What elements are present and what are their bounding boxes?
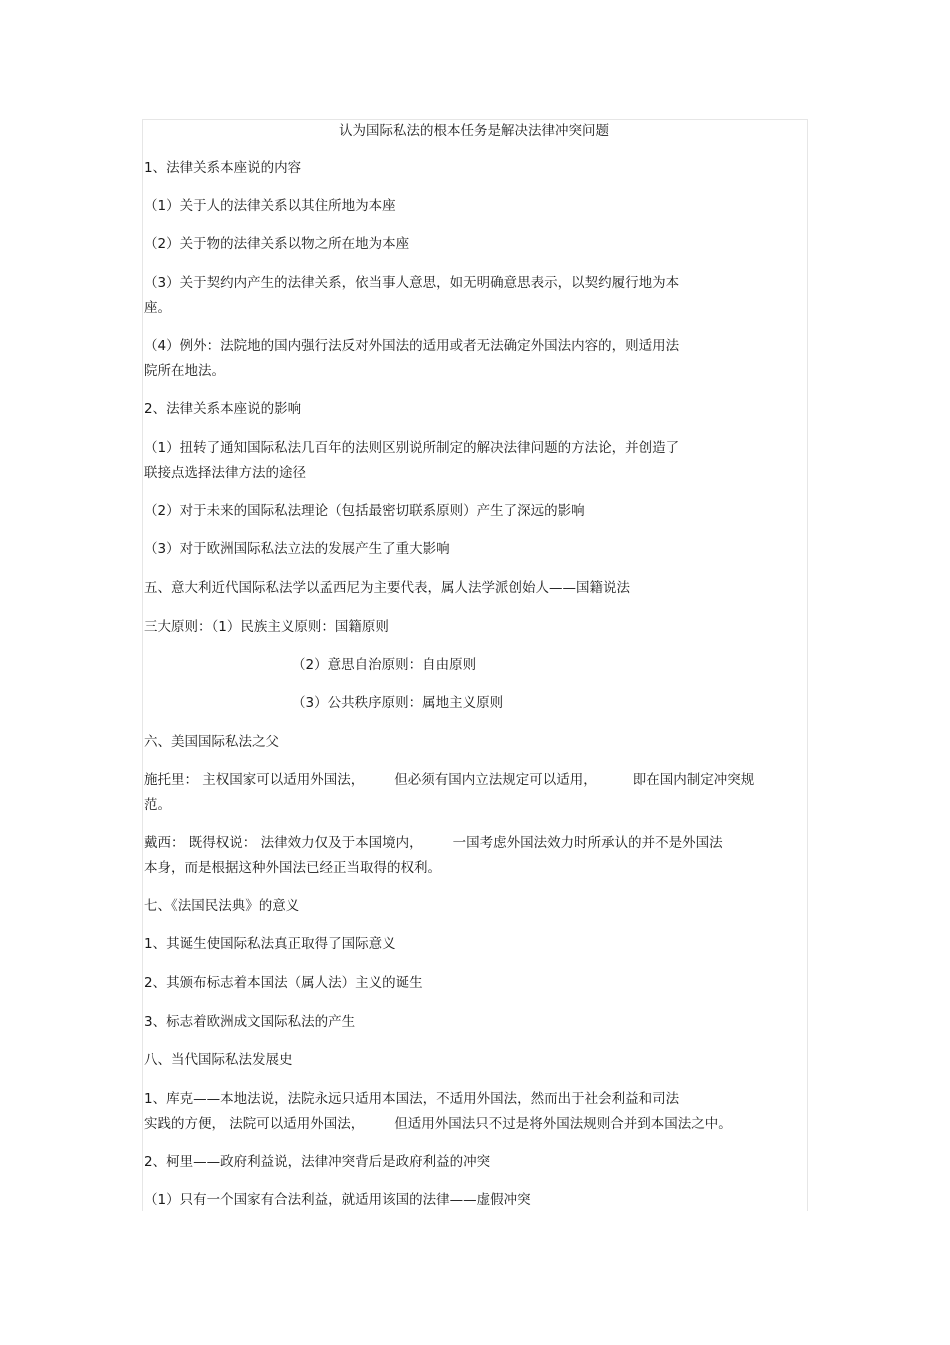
text-line: （3）关于契约内产生的法律关系，依当事人意思，如无明确意思表示，以契约履行地为本 bbox=[144, 275, 680, 291]
text-line: （1）只有一个国家有合法利益，就适用该国的法律——虚假冲突 bbox=[144, 1192, 531, 1208]
text-segment: 施托里： 主权国家可以适用外国法， bbox=[144, 772, 365, 788]
text-segment: 但必须有国内立法规定可以适用， bbox=[394, 772, 597, 788]
text-line: 本身，而是根据这种外国法已经正当取得的权利。 bbox=[144, 860, 441, 876]
text-line bbox=[144, 768, 754, 792]
text-line: 范。 bbox=[144, 797, 171, 813]
text-line: 2、柯里——政府利益说，法律冲突背后是政府利益的冲突 bbox=[144, 1154, 491, 1170]
text-segment: 但适用外国法只不过是将外国法规则合并到本国法之中。 bbox=[394, 1116, 732, 1132]
text-line: 八、当代国际私法发展史 bbox=[144, 1052, 293, 1068]
text-line: 三大原则：（1）民族主义原则：国籍原则 bbox=[144, 619, 389, 635]
text-line: （3）对于欧洲国际私法立法的发展产生了重大影响 bbox=[144, 541, 450, 557]
text-line: 1、库克——本地法说，法院永远只适用本国法，不适用外国法，然而出于社会利益和司法 bbox=[144, 1091, 680, 1107]
text-segment: 一国考虑外国法效力时所承认的并不是外国法 bbox=[452, 835, 723, 851]
text-line: （3）公共秩序原则：属地主义原则 bbox=[292, 695, 504, 711]
text-line: （2）关于物的法律关系以物之所在地为本座 bbox=[144, 236, 410, 252]
page-title: 认为国际私法的根本任务是解决法律冲突问题 bbox=[339, 123, 609, 139]
text-line: 1、法律关系本座说的内容 bbox=[144, 160, 302, 176]
text-line bbox=[144, 1112, 732, 1136]
text-line: 院所在地法。 bbox=[144, 363, 225, 379]
text-line bbox=[144, 831, 723, 855]
text-line: （2）意思自治原则：自由原则 bbox=[292, 657, 477, 673]
text-segment: 即在国内制定冲突规 bbox=[632, 772, 755, 788]
text-segment: 戴西： 既得权说： 法律效力仅及于本国境内， bbox=[144, 835, 423, 851]
text-line: （2）对于未来的国际私法理论（包括最密切联系原则）产生了深远的影响 bbox=[144, 503, 585, 519]
text-line: 2、法律关系本座说的影响 bbox=[144, 401, 302, 417]
text-line: 七、《法国民法典》的意义 bbox=[144, 898, 300, 914]
text-line: 3、标志着欧洲成文国际私法的产生 bbox=[144, 1014, 356, 1030]
text-line: 联接点选择法律方法的途径 bbox=[144, 465, 306, 481]
text-line: 六、美国国际私法之父 bbox=[144, 734, 279, 750]
text-line: （1）扭转了通知国际私法几百年的法则区别说所制定的解决法律问题的方法论，并创造了 bbox=[144, 440, 680, 456]
text-line: 五、意大利近代国际私法学以孟西尼为主要代表，属人法学派创始人——国籍说法 bbox=[144, 580, 630, 596]
text-line: 座。 bbox=[144, 300, 171, 316]
text-line: （4）例外：法院地的国内强行法反对外国法的适用或者无法确定外国法内容的，则适用法 bbox=[144, 338, 680, 354]
text-segment: 实践的方便， 法院可以适用外国法， bbox=[144, 1116, 365, 1132]
text-line: 1、其诞生使国际私法真正取得了国际意义 bbox=[144, 936, 396, 952]
text-line: 2、其颁布标志着本国法（属人法）主义的诞生 bbox=[144, 975, 423, 991]
text-line: （1）关于人的法律关系以其住所地为本座 bbox=[144, 198, 396, 214]
